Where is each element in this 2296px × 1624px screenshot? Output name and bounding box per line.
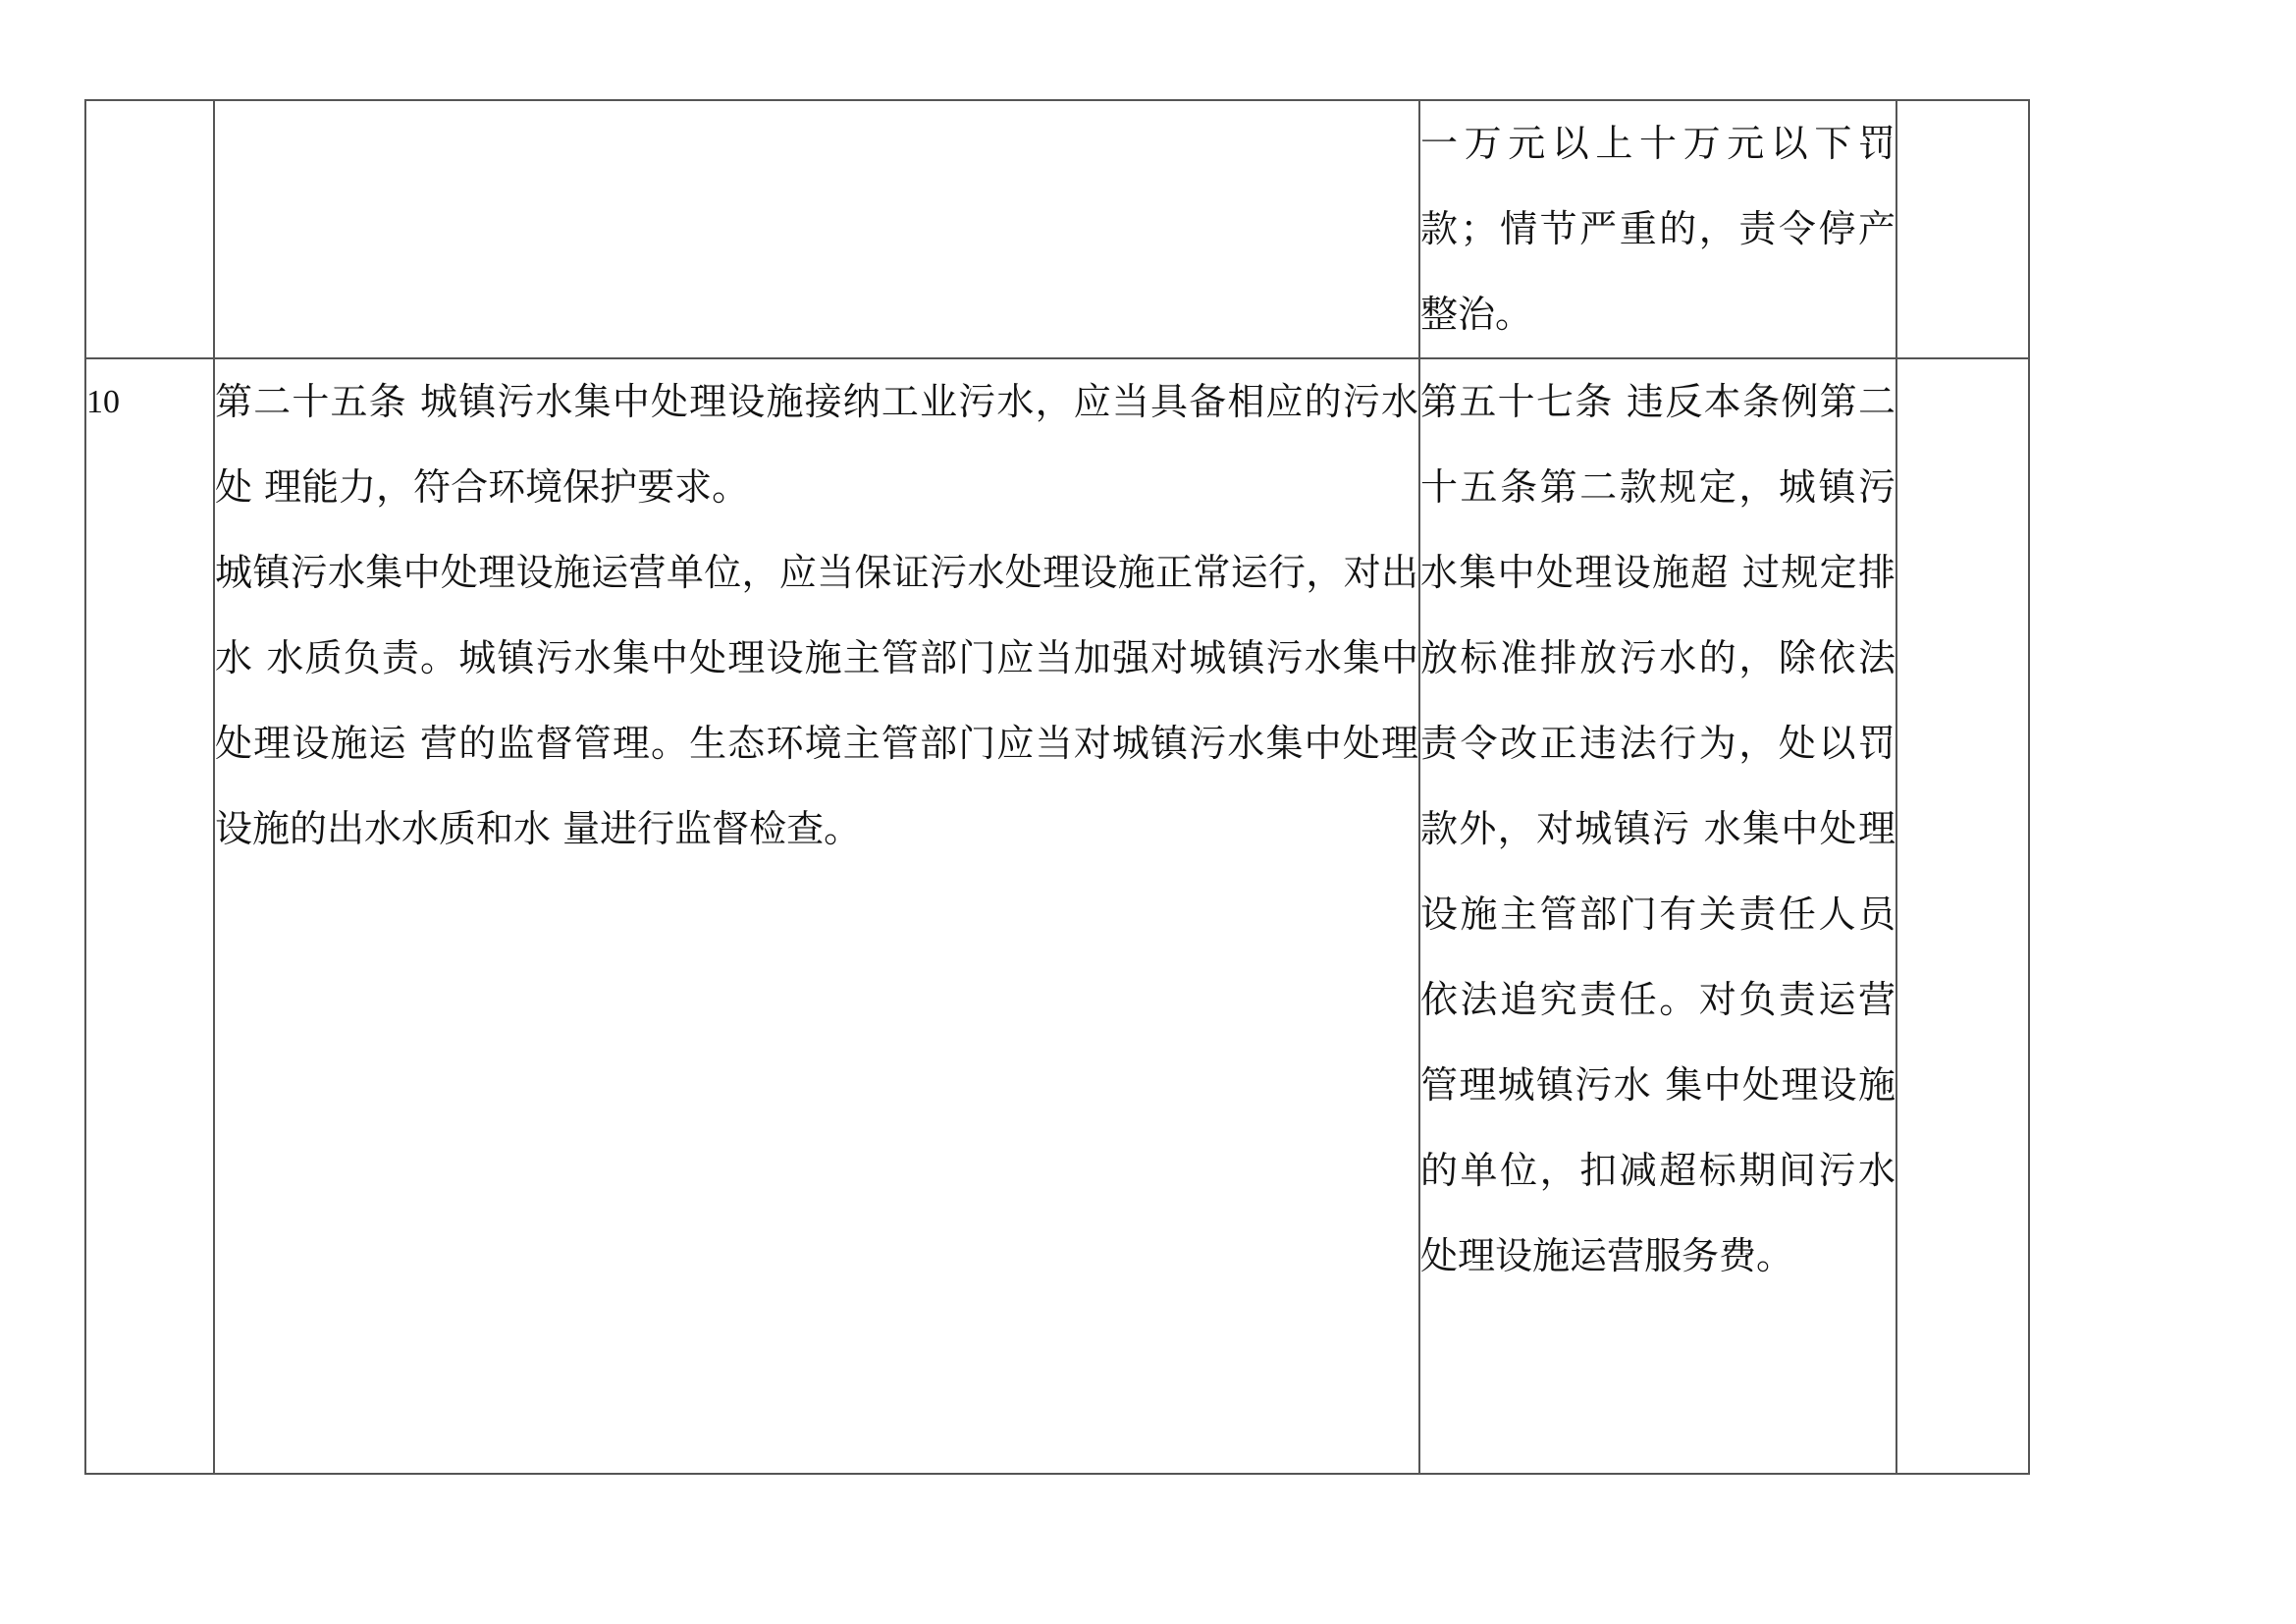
provision-cell <box>214 358 1419 1474</box>
row-number-cell: 10 <box>85 358 214 1474</box>
penalty-cell: 一万元以上十万元以下罚款；情节严重的，责令停产整治。 <box>1419 100 1896 358</box>
table-row <box>85 358 2029 1474</box>
table-row <box>85 100 2029 358</box>
row-number-cell <box>85 100 214 358</box>
penalty-cell: 第五十七条 违反本条例第二十五条第二款规定，城镇污水集中处理设施超 过规定排放标准排放污水的，除依法责令改正违法行为，处以罚款外，对城镇污 水集中处理设施主管部门有关责任人员依法追究责任。对负责运营管理城镇污水 集中处理设施的单位，扣减超标期间污水处理设施运营服务费。 <box>1419 358 1896 1474</box>
provision-paragraph: 城镇污水集中处理设施运营单位，应当保证污水处理设施正常运行，对出水 水质负责。城镇污水集中处理设施主管部门应当加强对城镇污水集中处理设施运 营的监督管理。生态环境主管部门应当对城镇污水集中处理设施的出水水质和水 量进行监督检查。 <box>215 551 1418 850</box>
note-cell <box>1896 100 2029 358</box>
provision-cell <box>214 100 1419 358</box>
note-cell <box>1896 358 2029 1474</box>
provision-paragraph: 第二十五条 城镇污水集中处理设施接纳工业污水，应当具备相应的污水处 理能力，符合环境保护要求。 <box>215 380 1418 509</box>
regulation-table <box>84 99 2030 1475</box>
